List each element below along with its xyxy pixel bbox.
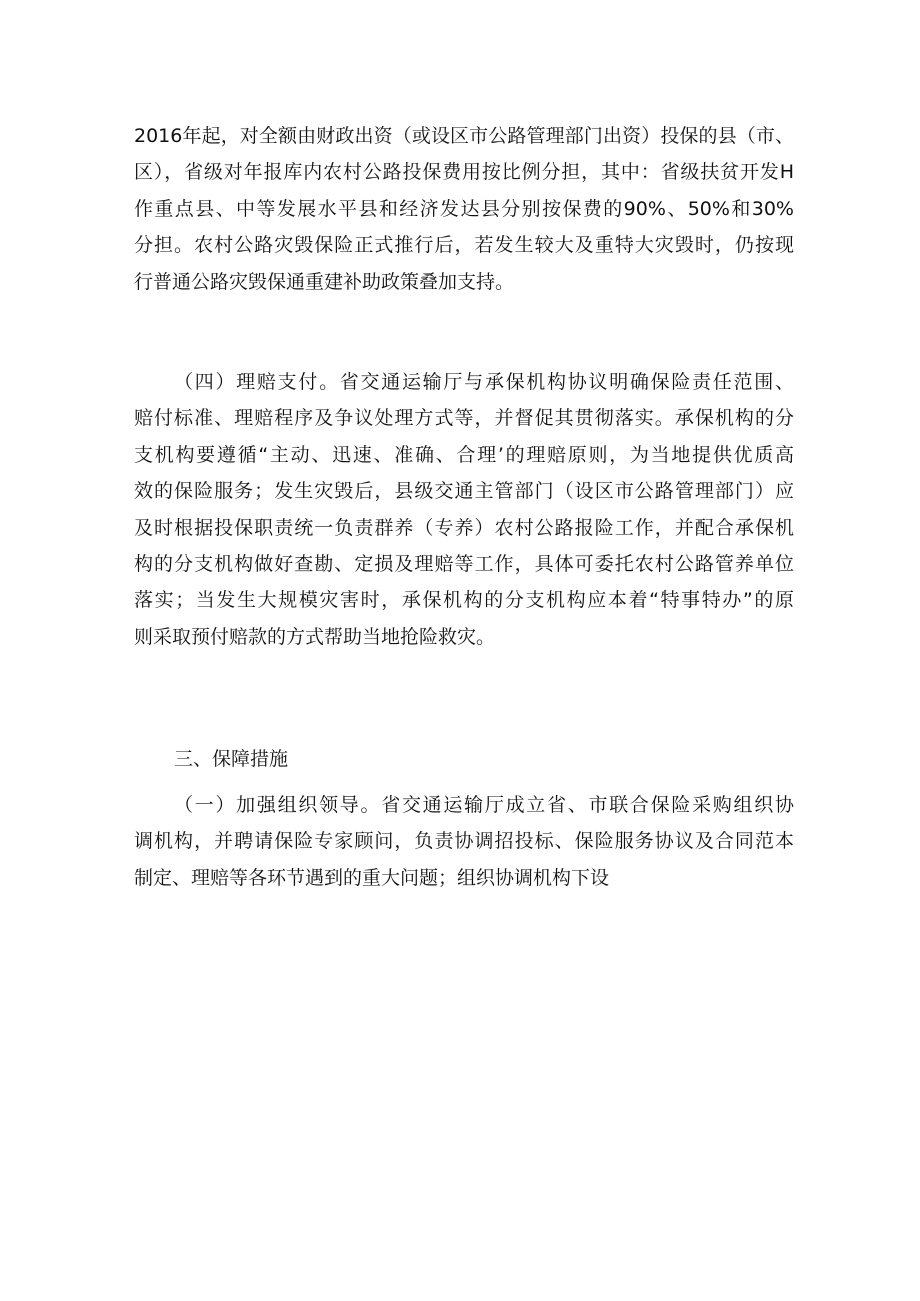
paragraph-line: 构的分支机构做好查勘、定损及理赔等工作，具体可委托农村公路管养单位 [134, 552, 794, 575]
paragraph-line: 赔付标准、理赔程序及争议处理方式等，并督促其贯彻落实。承保机构的分 [134, 407, 794, 430]
paragraph-line: 行普通公路灾毁保通重建补助政策叠加支持。 [134, 270, 515, 293]
paragraph-line: （四）理赔支付。省交通运输厅与承保机构协议明确保险责任范围、 [174, 371, 794, 393]
section-heading-text: 三、保障措施 [174, 748, 289, 770]
paragraph-line: 及时根据投保职责统一负责群养（专养）农村公路报险工作，并配合承保机 [134, 516, 794, 539]
paragraph-claims-payment [134, 364, 794, 655]
paragraph-line: 制定、理赔等各环节遇到的重大问题；组织协调机构下设 [134, 866, 610, 889]
paragraph-line: 作重点县、中等发展水平县和经济发达县分别按保费的90%、50%和30% [134, 197, 794, 220]
paragraph-organization [134, 787, 794, 896]
paragraph-line: 则采取预付赔款的方式帮助当地抢险救灾。 [134, 625, 496, 648]
paragraph-line: 区），省级对年报库内农村公路投保费用按比例分担，其中：省级扶贫开发H [134, 161, 794, 184]
paragraph-line: 落实；当发生大规模灾害时，承保机构的分支机构应本着“特事特办”的原 [134, 589, 794, 612]
paragraph-line: 支机构要遵循“主动、迅速、准确、合理’的理赔原则，为当地提供优质高 [134, 443, 794, 466]
paragraph-line: 调机构，并聘请保险专家顾问，负责协调招投标、保险服务协议及合同范本 [134, 830, 794, 853]
paragraph-line: 效的保险服务；发生灾毁后，县级交通主管部门（设区市公路管理部门）应 [134, 480, 794, 503]
paragraph-line: 分担。农村公路灾毁保险正式推行后，若发生较大及重特大灾毁时，仍按现 [134, 234, 794, 257]
paragraph-subsidy [134, 118, 794, 300]
section-heading [134, 741, 794, 777]
paragraph-line: （一）加强组织领导。省交通运输厅成立省、市联合保险采购组织协 [174, 794, 794, 816]
paragraph-line: 2016年起，对全额由财政出资（或设区市公路管理部门出资）投保的县（市、 [134, 125, 794, 147]
